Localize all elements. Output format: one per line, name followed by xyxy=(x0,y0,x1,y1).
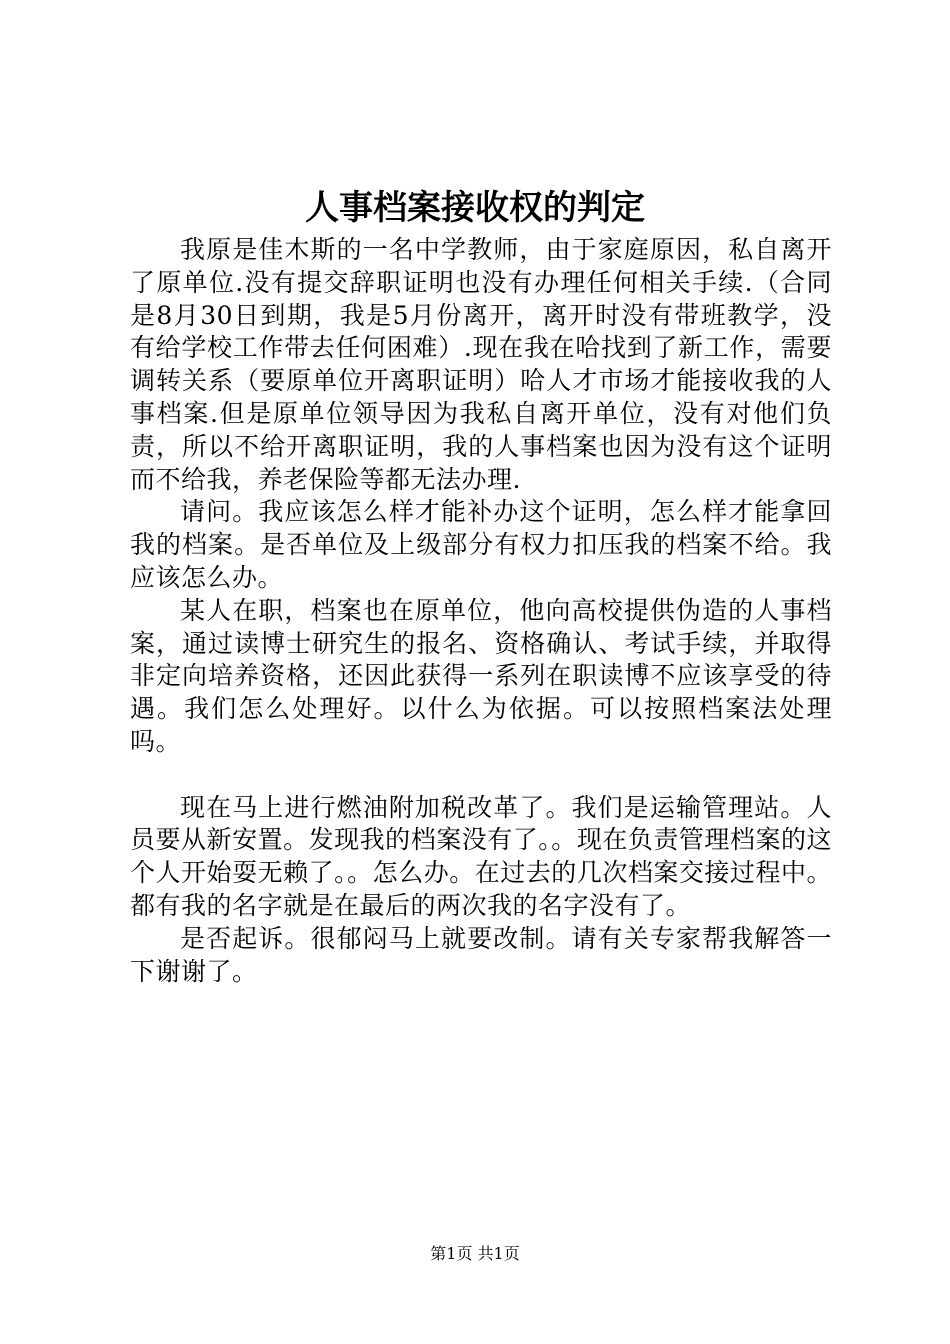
document-title: 人事档案接收权的判定 xyxy=(305,188,645,228)
paragraph-3: 某人在职，档案也在原单位，他向高校提供伪造的人事档案，通过读博士研究生的报名、资格确认、考试手续，并取得非定向培养资格，还因此获得一系列在职读博不应该享受的待遇。我们怎么处理好。以什么为依据。可以按照档案法处理吗。 xyxy=(130,595,832,756)
paragraph-5: 是否起诉。很郁闷马上就要改制。请有关专家帮我解答一下谢谢了。 xyxy=(130,923,832,986)
paragraph-2: 请问。我应该怎么样才能补办这个证明，怎么样才能拿回我的档案。是否单位及上级部分有权力扣压我的档案不给。我应该怎么办。 xyxy=(130,497,832,592)
paragraph-4: 现在马上进行燃油附加税改革了。我们是运输管理站。人员要从新安置。发现我的档案没有了。。现在负责管理档案的这个人开始耍无赖了。。怎么办。在过去的几次档案交接过程中。都有我的名字就是在最后的两次我的名字没有了。 xyxy=(130,792,832,920)
document-body xyxy=(130,234,832,988)
page-footer: 第1页 共1页 xyxy=(430,1244,520,1263)
paragraph-1: 我原是佳木斯的一名中学教师，由于家庭原因，私自离开了原单位.没有提交辞职证明也没有办理任何相关手续.（合同是8月30日到期，我是5月份离开，离开时没有带班教学，没有给学校工作带去任何困难）.现在我在哈找到了新工作，需要调转关系（要原单位开离职证明）哈人才市场才能接收我的人事档案.但是原单位领导因为我私自离开单位，没有对他们负责，所以不给开离职证明，我的人事档案也因为没有这个证明而不给我，养老保险等都无法办理. xyxy=(130,235,832,494)
